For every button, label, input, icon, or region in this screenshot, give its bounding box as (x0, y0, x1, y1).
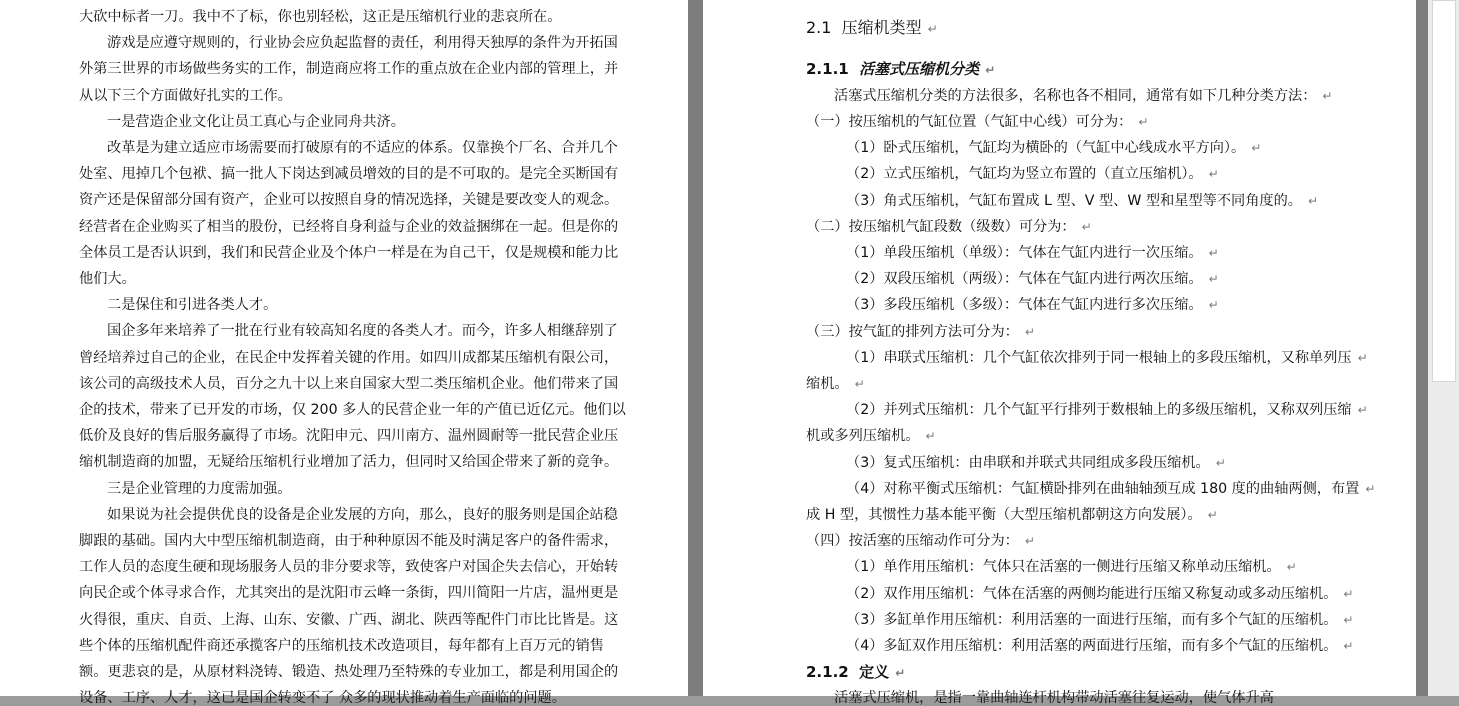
category-heading-text: （三）按气缸的排列方法可分为： (806, 324, 1019, 340)
page-gutter-right (1416, 0, 1428, 696)
category-item (846, 455, 1226, 471)
left-text-line: 曾经培养过自己的企业，在民企中发挥着关键的作用。如四川成都某压缩机有限公司， (79, 350, 619, 366)
section-title-text: 2.1 压缩机类型 (806, 18, 922, 37)
paragraph-mark-icon: ↵ (927, 22, 938, 36)
paragraph-mark-icon: ↵ (1215, 456, 1226, 470)
left-text-line: 他们大。 (79, 271, 136, 287)
category-item (846, 638, 1353, 654)
left-text-line: 脚跟的基础。国内大中型压缩机制造商，由于种种原因不能及时满足客户的备件需求， (79, 533, 619, 549)
section-title (806, 20, 938, 37)
partial-line (834, 690, 1274, 706)
category-heading-text: （四）按活塞的压缩动作可分为： (806, 533, 1019, 549)
category-heading (806, 533, 1035, 549)
left-text-line: 大砍中标者一刀。我中不了标，你也别轻松，这正是压缩机行业的悲哀所在。 (79, 9, 562, 25)
category-heading-text: （二）按压缩机气缸段数（级数）可分为： (806, 219, 1076, 235)
category-item-text: 成 H 型，其惯性力基本能平衡（大型压缩机都朝这方向发展）。 (806, 507, 1202, 523)
subsection-text: 定义 (859, 663, 890, 681)
category-heading (806, 114, 1148, 130)
category-heading (806, 219, 1092, 235)
left-text-line: 从以下三个方面做好扎实的工作。 (79, 88, 292, 104)
intro-line (834, 88, 1332, 104)
paragraph-mark-icon: ↵ (1138, 115, 1149, 129)
paragraph-mark-icon: ↵ (1207, 508, 1218, 522)
paragraph-mark-icon: ↵ (1365, 482, 1376, 496)
left-text-line: 低价及良好的售后服务赢得了市场。沈阳申元、四川南方、温州圆耐等一批民营企业压 (79, 428, 619, 444)
paragraph-mark-icon: ↵ (985, 63, 996, 77)
page-gutter (688, 0, 703, 696)
paragraph-mark-icon: ↵ (1322, 89, 1333, 103)
paragraph-mark-icon: ↵ (1208, 272, 1219, 286)
paragraph-mark-icon: ↵ (854, 377, 865, 391)
category-item-text: （1）串联式压缩机：几个气缸依次排列于同一根轴上的多段压缩机，又称单列压 (846, 350, 1352, 366)
left-text-line: 如果说为社会提供优良的设备是企业发展的方向，那么，良好的服务则是国企站稳 (107, 507, 618, 523)
category-item (846, 297, 1219, 313)
left-text-line: 游戏是应遵守规则的，行业协会应负起监督的责任，利用得天独厚的条件为开拓国 (107, 35, 618, 51)
paragraph-mark-icon: ↵ (1343, 587, 1354, 601)
paragraph-mark-icon: ↵ (1343, 613, 1354, 627)
paragraph-mark-icon: ↵ (925, 429, 936, 443)
left-text-line: 火得很，重庆、自贡、上海、山东、安徽、广西、湖北、陕西等配件门市比比皆是。这 (79, 612, 619, 628)
paragraph-mark-icon: ↵ (1251, 141, 1262, 155)
category-item-text: （3）多缸单作用压缩机：利用活塞的一面进行压缩，而有多个气缸的压缩机。 (846, 612, 1338, 628)
paragraph-mark-icon: ↵ (1343, 639, 1354, 653)
left-text-line: 资产还是保留部分国有资产，企业可以按照自身的情况选择，关键是要改变人的观念。 (79, 192, 619, 208)
category-item (846, 245, 1219, 261)
category-heading-text: （一）按压缩机的气缸位置（气缸中心线）可分为： (806, 114, 1133, 130)
category-item-text: （3）角式压缩机，气缸布置成 L 型、V 型、W 型和星型等不同角度的。 (846, 193, 1302, 209)
category-item-text: （1）卧式压缩机，气缸均为横卧的（气缸中心线成水平方向）。 (846, 140, 1246, 156)
category-item (846, 271, 1219, 287)
paragraph-mark-icon: ↵ (895, 666, 906, 680)
paragraph-mark-icon: ↵ (1307, 194, 1319, 208)
category-item (846, 586, 1353, 602)
left-text-line: 企的技术，带来了已开发的市场，仅 200 多人的民营企业一年的产值已近亿元。他们以 (79, 402, 626, 418)
left-text-line: 额。更悲哀的是，从原材料浇铸、锻造、热处理乃至特殊的专业加工，都是利用国企的 (79, 664, 619, 680)
left-text-line: 国企多年来培养了一批在行业有较高知名度的各类人才。而今，许多人相继辞别了 (107, 323, 618, 339)
paragraph-mark-icon: ↵ (1208, 246, 1219, 260)
left-text-line: 工作人员的态度生硬和现场服务人员的非分要求等，致使客户对国企失去信心，开始转 (79, 559, 619, 575)
left-text-line: 二是保住和引进各类人才。 (107, 297, 278, 313)
category-item (846, 140, 1261, 156)
paragraph-mark-icon: ↵ (1208, 167, 1219, 181)
category-item-text: 缩机。 (806, 376, 849, 392)
left-text-line: 三是企业管理的力度需加强。 (107, 481, 292, 497)
paragraph-mark-icon: ↵ (1208, 298, 1219, 312)
category-item (846, 402, 1368, 418)
category-item (806, 376, 865, 392)
category-item-text: （1）单段压缩机（单级）：气体在气缸内进行一次压缩。 (846, 245, 1203, 261)
paragraph-mark-icon: ↵ (1024, 534, 1035, 548)
category-item-text: （2）并列式压缩机：几个气缸平行排列于数根轴上的多级压缩机，又称双列压缩 (846, 402, 1352, 418)
category-item-text: （4）多缸双作用压缩机：利用活塞的两面进行压缩，而有多个气缸的压缩机。 (846, 638, 1338, 654)
left-text-line: 全体员工是否认识到，我们和民营企业及个体户一样是在为自己干，仅是规模和能力比 (79, 245, 619, 261)
category-item-text: （3）复式压缩机：由串联和并联式共同组成多段压缩机。 (846, 455, 1210, 471)
document-page-left (0, 0, 688, 706)
left-text-line: 缩机制造商的加盟，无疑给压缩机行业增加了活力，但同时又给国企带来了新的竞争。 (79, 454, 619, 470)
paragraph-mark-icon: ↵ (1357, 351, 1368, 365)
category-item (846, 350, 1368, 366)
scrollbar-thumb[interactable] (1432, 0, 1456, 382)
category-item (846, 612, 1353, 628)
left-text-line: 向民企或个体寻求合作，尤其突出的是沈阳市云峰一条街，四川简阳一片店，温州更是 (79, 585, 619, 601)
subsection-heading-2 (806, 664, 905, 681)
left-text-line: 些个体的压缩机配件商还承揽客户的压缩机技术改造项目，每年都有上百万元的销售 (79, 638, 604, 654)
subsection-number: 2.1.1 (806, 60, 849, 78)
paragraph-mark-icon: ↵ (1024, 325, 1035, 339)
category-item (806, 507, 1218, 523)
left-text-line: 经营者在企业购买了相当的股份，已经将自身利益与企业的效益捆绑在一起。但是你的 (79, 219, 619, 235)
category-item (846, 559, 1297, 575)
subsection-heading (806, 61, 995, 78)
paragraph-mark-icon: ↵ (1286, 560, 1297, 574)
category-item-text: （1）单作用压缩机：气体只在活塞的一侧进行压缩又称单动压缩机。 (846, 559, 1281, 575)
partial-line-text: 活塞式压缩机，是指一靠曲轴连杆机构带动活塞往复运动，使气体升高 (834, 690, 1274, 706)
left-text-line: 一是营造企业文化让员工真心与企业同舟共济。 (107, 114, 405, 130)
left-text-line: 外第三世界的市场做些务实的工作，制造商应将工作的重点放在企业内部的管理上，并 (79, 61, 619, 77)
category-item (806, 428, 936, 444)
category-item (846, 481, 1375, 497)
category-item-text: （3）多段压缩机（多级）：气体在气缸内进行多次压缩。 (846, 297, 1203, 313)
paragraph-mark-icon: ↵ (1357, 403, 1368, 417)
category-item-text: 机或多列压缩机。 (806, 428, 920, 444)
subsection-number: 2.1.2 (806, 663, 849, 681)
intro-line-text: 活塞式压缩机分类的方法很多，名称也各不相同，通常有如下几种分类方法： (834, 88, 1317, 104)
left-text-line: 该公司的高级技术人员，百分之九十以上来自国家大型二类压缩机企业。他们带来了国 (79, 376, 619, 392)
left-text-line: 设备、工序、人才，这已是国企转变不了 众多的现状推动着生产面临的问题。 (79, 690, 566, 706)
category-item-text: （2）立式压缩机，气缸均为竖立布置的（直立压缩机）。 (846, 166, 1203, 182)
paragraph-mark-icon: ↵ (1081, 220, 1092, 234)
subsection-text: 活塞式压缩机分类 (859, 60, 980, 78)
category-item-text: （4）对称平衡式压缩机：气缸横卧排列在曲轴轴颈互成 180 度的曲轴两侧，布置 (846, 481, 1360, 497)
category-heading (806, 324, 1035, 340)
category-item (846, 166, 1219, 182)
left-text-line: 改革是为建立适应市场需要而打破原有的不适应的体系。仅靠换个厂名、合并几个 (107, 140, 618, 156)
left-text-line: 处室、甩掉几个包袱、搞一批人下岗达到减员增效的目的是不可取的。是完全买断国有 (79, 166, 619, 182)
category-item-text: （2）双作用压缩机：气体在活塞的两侧均能进行压缩又称复动或多动压缩机。 (846, 586, 1338, 602)
category-item-text: （2）双段压缩机（两级）：气体在气缸内进行两次压缩。 (846, 271, 1203, 287)
document-page-right (703, 0, 1416, 706)
category-item (846, 193, 1318, 209)
